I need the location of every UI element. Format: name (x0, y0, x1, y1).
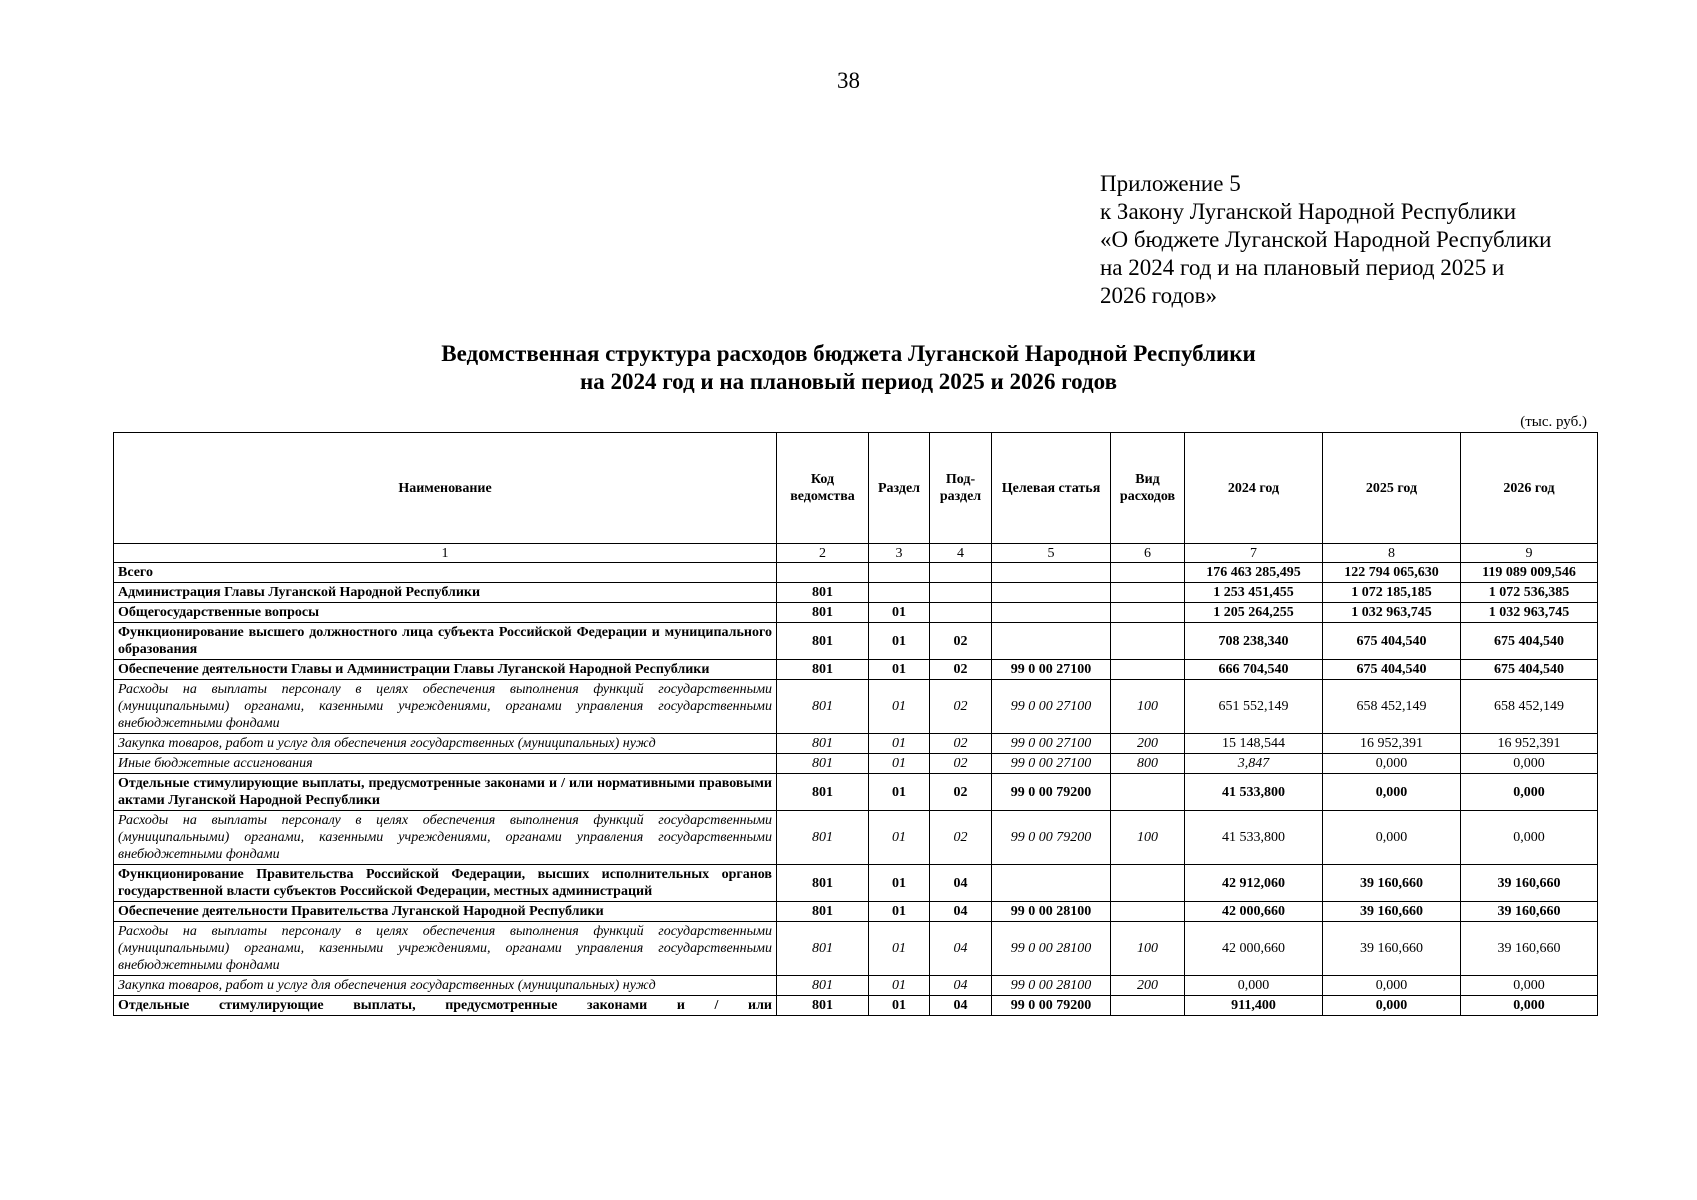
row-2026: 39 160,660 (1461, 865, 1598, 902)
row-ved: 801 (777, 865, 869, 902)
row-ved: 801 (777, 976, 869, 996)
row-razdel: 01 (869, 623, 930, 660)
table-header-row (114, 433, 1598, 544)
row-2026: 0,000 (1461, 976, 1598, 996)
row-2026: 1 032 963,745 (1461, 603, 1598, 623)
row-cs (992, 603, 1111, 623)
row-ved: 801 (777, 734, 869, 754)
row-podrazdel: 04 (930, 902, 992, 922)
row-2026: 675 404,540 (1461, 623, 1598, 660)
row-cs: 99 0 00 28100 (992, 902, 1111, 922)
header-name: Наименование (114, 433, 777, 544)
row-podrazdel: 02 (930, 623, 992, 660)
page-number: 38 (837, 68, 860, 93)
column-number: 6 (1111, 544, 1185, 563)
header-cs: Целевая статья (992, 433, 1111, 544)
row-2025: 16 952,391 (1323, 734, 1461, 754)
row-2026: 658 452,149 (1461, 680, 1598, 734)
table-row (114, 603, 1598, 623)
row-name: Всего (114, 563, 777, 583)
row-podrazdel (930, 583, 992, 603)
row-2024: 42 000,660 (1185, 902, 1323, 922)
row-2024: 1 253 451,455 (1185, 583, 1323, 603)
row-vr (1111, 563, 1185, 583)
row-cs (992, 623, 1111, 660)
row-name: Общегосударственные вопросы (114, 603, 777, 623)
row-2025: 1 032 963,745 (1323, 603, 1461, 623)
row-2025: 675 404,540 (1323, 623, 1461, 660)
table-row (114, 996, 1598, 1016)
row-name: Расходы на выплаты персоналу в целях обеспечения выполнения функций государственными (муниципальными) органами, казенными учреждениями, органами управления государственными внебюджетными фондами (114, 922, 777, 976)
row-razdel: 01 (869, 734, 930, 754)
table-row (114, 976, 1598, 996)
column-number: 8 (1323, 544, 1461, 563)
row-2026: 1 072 536,385 (1461, 583, 1598, 603)
annex-block (1100, 170, 1660, 310)
column-number: 2 (777, 544, 869, 563)
row-vr (1111, 774, 1185, 811)
row-vr (1111, 865, 1185, 902)
row-2024: 41 533,800 (1185, 774, 1323, 811)
table-row (114, 774, 1598, 811)
header-2024: 2024 год (1185, 433, 1323, 544)
table-row (114, 865, 1598, 902)
row-name: Расходы на выплаты персоналу в целях обеспечения выполнения функций государственными (муниципальными) органами, казенными учреждениями, органами управления государственными внебюджетными фондами (114, 680, 777, 734)
row-2024: 15 148,544 (1185, 734, 1323, 754)
table-row (114, 811, 1598, 865)
annex-line: 2026 годов» (1100, 283, 1218, 308)
row-ved: 801 (777, 774, 869, 811)
table-row (114, 583, 1598, 603)
row-2025: 122 794 065,630 (1323, 563, 1461, 583)
row-podrazdel (930, 563, 992, 583)
row-vr (1111, 660, 1185, 680)
row-vr: 100 (1111, 922, 1185, 976)
row-2025: 39 160,660 (1323, 902, 1461, 922)
row-2026: 0,000 (1461, 754, 1598, 774)
row-2025: 0,000 (1323, 811, 1461, 865)
header-2025: 2025 год (1323, 433, 1461, 544)
header-2026: 2026 год (1461, 433, 1598, 544)
row-cs: 99 0 00 27100 (992, 734, 1111, 754)
row-vr: 200 (1111, 976, 1185, 996)
row-ved: 801 (777, 680, 869, 734)
row-2026: 39 160,660 (1461, 922, 1598, 976)
row-podrazdel: 04 (930, 922, 992, 976)
row-name: Отдельные стимулирующие выплаты, предусмотренные законами и / или (114, 996, 777, 1016)
column-number: 7 (1185, 544, 1323, 563)
row-cs (992, 563, 1111, 583)
column-number: 5 (992, 544, 1111, 563)
row-name: Администрация Главы Луганской Народной Республики (114, 583, 777, 603)
row-cs: 99 0 00 79200 (992, 996, 1111, 1016)
row-2025: 0,000 (1323, 976, 1461, 996)
row-2024: 708 238,340 (1185, 623, 1323, 660)
row-vr: 200 (1111, 734, 1185, 754)
row-razdel: 01 (869, 922, 930, 976)
row-cs: 99 0 00 79200 (992, 811, 1111, 865)
row-razdel: 01 (869, 754, 930, 774)
row-2024: 1 205 264,255 (1185, 603, 1323, 623)
table-row (114, 922, 1598, 976)
row-2025: 0,000 (1323, 996, 1461, 1016)
row-2025: 0,000 (1323, 754, 1461, 774)
row-ved: 801 (777, 811, 869, 865)
row-name: Функционирование Правительства Российской Федерации, высших исполнительных органов государственной власти субъектов Российской Федерации, местных администраций (114, 865, 777, 902)
row-podrazdel (930, 603, 992, 623)
units-note: (тыс. руб.) (1520, 414, 1587, 430)
row-vr: 800 (1111, 754, 1185, 774)
row-2025: 1 072 185,185 (1323, 583, 1461, 603)
row-2025: 675 404,540 (1323, 660, 1461, 680)
row-ved: 801 (777, 660, 869, 680)
annex-line: на 2024 год и на плановый период 2025 и (1100, 255, 1505, 280)
row-2025: 39 160,660 (1323, 865, 1461, 902)
row-name: Закупка товаров, работ и услуг для обеспечения государственных (муниципальных) нужд (114, 734, 777, 754)
title-line-1: Ведомственная структура расходов бюджета Луганской Народной Республики (441, 341, 1256, 366)
row-ved: 801 (777, 623, 869, 660)
row-2026: 0,000 (1461, 811, 1598, 865)
row-name: Обеспечение деятельности Главы и Администрации Главы Луганской Народной Республики (114, 660, 777, 680)
document-title (0, 340, 1697, 396)
row-ved: 801 (777, 902, 869, 922)
row-podrazdel: 02 (930, 774, 992, 811)
header-vr: Вид расходов (1111, 433, 1185, 544)
title-line-2: на 2024 год и на плановый период 2025 и 2026 годов (580, 369, 1117, 394)
row-vr (1111, 902, 1185, 922)
row-2025: 658 452,149 (1323, 680, 1461, 734)
row-razdel: 01 (869, 660, 930, 680)
row-2026: 16 952,391 (1461, 734, 1598, 754)
budget-table (113, 432, 1598, 1016)
row-name: Обеспечение деятельности Правительства Луганской Народной Республики (114, 902, 777, 922)
row-vr: 100 (1111, 680, 1185, 734)
row-ved: 801 (777, 922, 869, 976)
row-razdel: 01 (869, 865, 930, 902)
row-cs (992, 865, 1111, 902)
row-name: Закупка товаров, работ и услуг для обеспечения государственных (муниципальных) нужд (114, 976, 777, 996)
row-2024: 176 463 285,495 (1185, 563, 1323, 583)
row-razdel: 01 (869, 976, 930, 996)
row-vr (1111, 996, 1185, 1016)
header-podrazdel: Под-раздел (930, 433, 992, 544)
row-cs: 99 0 00 28100 (992, 976, 1111, 996)
row-name: Отдельные стимулирующие выплаты, предусмотренные законами и / или нормативными правовыми актами Луганской Народной Республики (114, 774, 777, 811)
column-number: 9 (1461, 544, 1598, 563)
row-podrazdel: 02 (930, 734, 992, 754)
row-2024: 42 000,660 (1185, 922, 1323, 976)
row-podrazdel: 04 (930, 996, 992, 1016)
row-2024: 0,000 (1185, 976, 1323, 996)
row-2025: 0,000 (1323, 774, 1461, 811)
row-vr (1111, 603, 1185, 623)
row-podrazdel: 02 (930, 680, 992, 734)
row-2024: 911,400 (1185, 996, 1323, 1016)
row-podrazdel: 04 (930, 865, 992, 902)
row-podrazdel: 02 (930, 660, 992, 680)
column-number: 3 (869, 544, 930, 563)
annex-line: к Закону Луганской Народной Республики (1100, 199, 1517, 224)
row-2024: 666 704,540 (1185, 660, 1323, 680)
row-razdel: 01 (869, 603, 930, 623)
row-name: Расходы на выплаты персоналу в целях обеспечения выполнения функций государственными (муниципальными) органами, казенными учреждениями, органами управления государственными внебюджетными фондами (114, 811, 777, 865)
row-ved: 801 (777, 603, 869, 623)
row-ved: 801 (777, 583, 869, 603)
table-row (114, 563, 1598, 583)
row-vr (1111, 583, 1185, 603)
row-2024: 3,847 (1185, 754, 1323, 774)
row-vr: 100 (1111, 811, 1185, 865)
table-row (114, 734, 1598, 754)
row-cs: 99 0 00 27100 (992, 660, 1111, 680)
row-vr (1111, 623, 1185, 660)
row-name: Функционирование высшего должностного лица субъекта Российской Федерации и муниципального образования (114, 623, 777, 660)
row-razdel (869, 563, 930, 583)
annex-line: Приложение 5 (1100, 171, 1241, 196)
row-cs: 99 0 00 79200 (992, 774, 1111, 811)
column-number: 4 (930, 544, 992, 563)
row-2026: 119 089 009,546 (1461, 563, 1598, 583)
row-2024: 42 912,060 (1185, 865, 1323, 902)
row-2026: 0,000 (1461, 774, 1598, 811)
column-number: 1 (114, 544, 777, 563)
column-number-row (114, 544, 1598, 563)
row-cs: 99 0 00 27100 (992, 680, 1111, 734)
row-razdel: 01 (869, 680, 930, 734)
row-cs: 99 0 00 27100 (992, 754, 1111, 774)
row-2024: 651 552,149 (1185, 680, 1323, 734)
row-2026: 0,000 (1461, 996, 1598, 1016)
table-row (114, 660, 1598, 680)
table-row (114, 902, 1598, 922)
row-podrazdel: 02 (930, 811, 992, 865)
row-podrazdel: 02 (930, 754, 992, 774)
row-2026: 39 160,660 (1461, 902, 1598, 922)
row-2025: 39 160,660 (1323, 922, 1461, 976)
row-cs (992, 583, 1111, 603)
row-razdel (869, 583, 930, 603)
header-ved: Код ведомства (777, 433, 869, 544)
row-2026: 675 404,540 (1461, 660, 1598, 680)
row-podrazdel: 04 (930, 976, 992, 996)
header-razdel: Раздел (869, 433, 930, 544)
row-razdel: 01 (869, 902, 930, 922)
row-razdel: 01 (869, 774, 930, 811)
row-name: Иные бюджетные ассигнования (114, 754, 777, 774)
annex-line: «О бюджете Луганской Народной Республики (1100, 227, 1552, 252)
row-razdel: 01 (869, 996, 930, 1016)
row-ved: 801 (777, 754, 869, 774)
row-ved: 801 (777, 996, 869, 1016)
table-row (114, 680, 1598, 734)
table-row (114, 623, 1598, 660)
row-ved (777, 563, 869, 583)
row-cs: 99 0 00 28100 (992, 922, 1111, 976)
row-razdel: 01 (869, 811, 930, 865)
row-2024: 41 533,800 (1185, 811, 1323, 865)
table-row (114, 754, 1598, 774)
